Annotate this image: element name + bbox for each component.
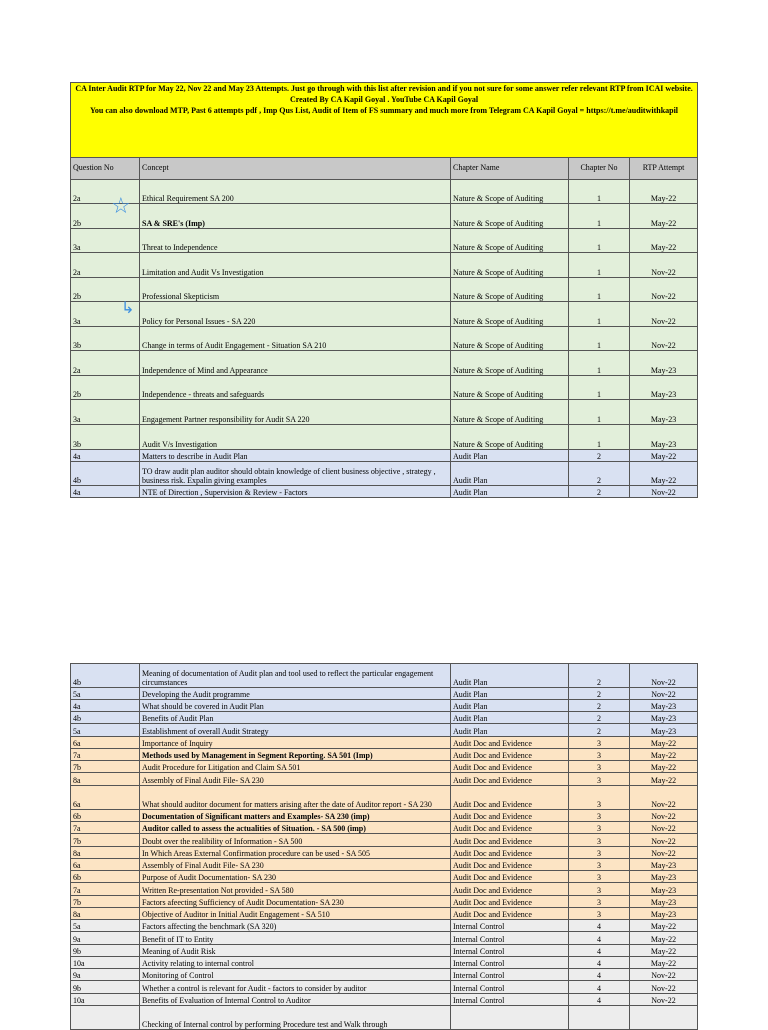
chapter-name-cell: Nature & Scope of Auditing (451, 327, 569, 351)
concept-cell: Objective of Auditor in Initial Audit Engagement - SA 510 (140, 908, 451, 920)
chapter-no-cell: 2 (569, 700, 630, 712)
question-no-cell: 10a (71, 957, 140, 969)
concept-cell: Independence of Mind and Appearance (140, 351, 451, 376)
question-no-cell: 7a (71, 883, 140, 896)
rtp-attempt-cell: May-22 (630, 180, 698, 204)
concept-cell: Change in terms of Audit Engagement - Situation SA 210 (140, 327, 451, 351)
rtp-attempt-cell: Nov-22 (630, 994, 698, 1006)
concept-cell: Assembly of Final Audit File- SA 230 (140, 859, 451, 871)
rtp-attempt-cell: Nov-22 (630, 834, 698, 847)
chapter-no-cell: 3 (569, 834, 630, 847)
rtp-attempt-cell: May-22 (630, 737, 698, 749)
chapter-name-cell: Audit Doc and Evidence (451, 786, 569, 810)
question-no-cell: 3a (71, 400, 140, 425)
question-no-cell: 8a (71, 908, 140, 920)
chapter-name-cell: Audit Doc and Evidence (451, 883, 569, 896)
table-row (71, 351, 698, 376)
concept-cell: Auditor called to assess the actualities of Situation. - SA 500 (imp) (140, 822, 451, 834)
chapter-name-cell: Audit Doc and Evidence (451, 822, 569, 834)
chapter-name-cell: Audit Doc and Evidence (451, 810, 569, 822)
concept-cell: Meaning of documentation of Audit plan and tool used to reflect the particular engagement circumstances (140, 664, 451, 688)
chapter-no-cell: 1 (569, 278, 630, 302)
table-row (71, 786, 698, 810)
question-no-cell: 8a (71, 847, 140, 859)
rtp-attempt-cell: May-23 (630, 896, 698, 908)
banner-row (71, 83, 698, 158)
chapter-no-cell: 3 (569, 810, 630, 822)
table-row (71, 327, 698, 351)
chapter-no-cell: 3 (569, 786, 630, 810)
rtp-attempt-cell: Nov-22 (630, 688, 698, 700)
chapter-no-cell: 2 (569, 688, 630, 700)
banner-line-1: CA Inter Audit RTP for May 22, Nov 22 and May 23 Attempts. Just go through with this list after revision and if you not sure for some answer refer relevant RTP from ICAI website. Created By CA Kapil Goyal . YouTube CA Kapil Goyal (75, 84, 693, 104)
rtp-table-part-2 (70, 663, 698, 1030)
chapter-no-cell: 4 (569, 981, 630, 994)
rtp-attempt-cell: May-22 (630, 462, 698, 486)
concept-cell: Limitation and Audit Vs Investigation (140, 253, 451, 278)
banner-cell (71, 83, 698, 158)
concept-cell: Documentation of Significant matters and Examples- SA 230 (imp) (140, 810, 451, 822)
question-no-cell: 6b (71, 871, 140, 883)
rtp-attempt-cell: Nov-22 (630, 327, 698, 351)
chapter-no-cell: 4 (569, 969, 630, 981)
question-no-cell: 8a (71, 773, 140, 786)
table-row (71, 376, 698, 400)
concept-cell: Factors afeecting Sufficiency of Audit Documentation- SA 230 (140, 896, 451, 908)
question-no-cell: 6b (71, 810, 140, 822)
rtp-attempt-cell: Nov-22 (630, 822, 698, 834)
star-annotation-icon: ☆ (111, 194, 131, 219)
question-no-cell: 5a (71, 688, 140, 700)
header-rtp-attempt: RTP Attempt (630, 158, 698, 180)
chapter-name-cell: Internal Control (451, 957, 569, 969)
header-concept: Concept (140, 158, 451, 180)
chapter-name-cell: Nature & Scope of Auditing (451, 278, 569, 302)
chapter-no-cell: 1 (569, 425, 630, 450)
table-row (71, 400, 698, 425)
rtp-attempt-cell: May-23 (630, 908, 698, 920)
chapter-name-cell: Internal Control (451, 969, 569, 981)
chapter-no-cell: 4 (569, 957, 630, 969)
concept-cell: Engagement Partner responsibility for Audit SA 220 (140, 400, 451, 425)
chapter-no-cell: 1 (569, 302, 630, 327)
chapter-no-cell: 1 (569, 376, 630, 400)
table-row (71, 688, 698, 700)
chapter-name-cell: Nature & Scope of Auditing (451, 376, 569, 400)
concept-cell: Doubt over the realibility of Information - SA 500 (140, 834, 451, 847)
table-row (71, 896, 698, 908)
table-row (71, 204, 698, 229)
chapter-no-cell: 1 (569, 229, 630, 253)
table-row (71, 737, 698, 749)
table-row (71, 810, 698, 822)
rtp-attempt-cell: Nov-22 (630, 847, 698, 859)
rtp-attempt-cell: May-23 (630, 859, 698, 871)
chapter-name-cell: Audit Plan (451, 450, 569, 462)
question-no-cell: 5a (71, 920, 140, 932)
concept-cell: In Which Areas External Confirmation procedure can be used - SA 505 (140, 847, 451, 859)
question-no-cell: 7a (71, 822, 140, 834)
chapter-no-cell: 3 (569, 761, 630, 773)
table-row (71, 773, 698, 786)
chapter-name-cell: Nature & Scope of Auditing (451, 253, 569, 278)
chapter-name-cell: Internal Control (451, 945, 569, 957)
concept-cell: What should auditor document for matters arising after the date of Auditor report - SA 230 (140, 786, 451, 810)
table-row (71, 1006, 698, 1030)
table-row (71, 871, 698, 883)
chapter-name-cell: Audit Doc and Evidence (451, 896, 569, 908)
concept-cell: TO draw audit plan auditor should obtain knowledge of client business objective , strategy , business risk. Expalin giving examples (140, 462, 451, 486)
chapter-no-cell: 2 (569, 450, 630, 462)
chapter-no-cell: 2 (569, 486, 630, 498)
rtp-attempt-cell: May-23 (630, 871, 698, 883)
chapter-no-cell: 3 (569, 859, 630, 871)
concept-cell: Importance of Inquiry (140, 737, 451, 749)
chapter-name-cell: Nature & Scope of Auditing (451, 351, 569, 376)
chapter-name-cell: Nature & Scope of Auditing (451, 180, 569, 204)
question-no-cell: 2a (71, 180, 140, 204)
table-row (71, 859, 698, 871)
rtp-attempt-cell: May-22 (630, 945, 698, 957)
rtp-attempt-cell: May-22 (630, 957, 698, 969)
rtp-attempt-cell: May-23 (630, 425, 698, 450)
chapter-no-cell: 3 (569, 737, 630, 749)
question-no-cell: 9a (71, 932, 140, 945)
table-row (71, 822, 698, 834)
chapter-name-cell: Audit Doc and Evidence (451, 749, 569, 761)
chapter-no-cell (569, 1006, 630, 1030)
chapter-no-cell: 2 (569, 664, 630, 688)
chapter-name-cell: Nature & Scope of Auditing (451, 302, 569, 327)
question-no-cell: 2b (71, 278, 140, 302)
table-row (71, 834, 698, 847)
concept-cell: Monitoring of Control (140, 969, 451, 981)
rtp-attempt-cell: Nov-22 (630, 278, 698, 302)
table-row (71, 486, 698, 498)
chapter-no-cell: 4 (569, 920, 630, 932)
chapter-no-cell: 3 (569, 871, 630, 883)
rtp-attempt-cell: Nov-22 (630, 486, 698, 498)
chapter-name-cell: Nature & Scope of Auditing (451, 204, 569, 229)
rtp-attempt-cell: Nov-22 (630, 786, 698, 810)
chapter-name-cell: Audit Doc and Evidence (451, 737, 569, 749)
chapter-name-cell: Nature & Scope of Auditing (451, 425, 569, 450)
rtp-attempt-cell: May-22 (630, 204, 698, 229)
chapter-name-cell: Audit Doc and Evidence (451, 847, 569, 859)
table-row (71, 712, 698, 724)
question-no-cell: 6a (71, 859, 140, 871)
chapter-no-cell: 1 (569, 351, 630, 376)
rtp-attempt-cell: May-22 (630, 229, 698, 253)
question-no-cell: 10a (71, 994, 140, 1006)
chapter-name-cell (451, 1006, 569, 1030)
concept-cell: Benefit of IT to Entity (140, 932, 451, 945)
chapter-no-cell: 1 (569, 253, 630, 278)
concept-cell: Professional Skepticism (140, 278, 451, 302)
question-no-cell: 3a (71, 229, 140, 253)
rtp-attempt-cell: May-22 (630, 920, 698, 932)
table-row (71, 969, 698, 981)
concept-cell: Benefits of Audit Plan (140, 712, 451, 724)
chapter-no-cell: 1 (569, 204, 630, 229)
concept-cell: Threat to Independence (140, 229, 451, 253)
rtp-table-part-1 (70, 82, 698, 498)
question-no-cell: 3b (71, 425, 140, 450)
chapter-name-cell: Audit Plan (451, 712, 569, 724)
concept-cell: Assembly of Final Audit File- SA 230 (140, 773, 451, 786)
table-row (71, 908, 698, 920)
rtp-attempt-cell: May-22 (630, 450, 698, 462)
table-row (71, 957, 698, 969)
question-no-cell: 9b (71, 945, 140, 957)
question-no-cell: 7b (71, 761, 140, 773)
rtp-attempt-cell: Nov-22 (630, 664, 698, 688)
header-chapter-no: Chapter No (569, 158, 630, 180)
chapter-name-cell: Audit Doc and Evidence (451, 834, 569, 847)
question-no-cell: 2b (71, 204, 140, 229)
chapter-name-cell: Internal Control (451, 994, 569, 1006)
rtp-attempt-cell: May-22 (630, 773, 698, 786)
concept-cell: Activity relating to internal control (140, 957, 451, 969)
table-row (71, 945, 698, 957)
concept-cell: Methods used by Management in Segment Reporting. SA 501 (Imp) (140, 749, 451, 761)
question-no-cell: 4b (71, 664, 140, 688)
question-no-cell: 3a (71, 302, 140, 327)
question-no-cell: 2b (71, 376, 140, 400)
question-no-cell: 6a (71, 737, 140, 749)
rtp-attempt-cell: Nov-22 (630, 253, 698, 278)
table-row (71, 920, 698, 932)
question-no-cell: 2a (71, 351, 140, 376)
question-no-cell: 4a (71, 450, 140, 462)
chapter-name-cell: Nature & Scope of Auditing (451, 400, 569, 425)
chapter-name-cell: Audit Plan (451, 724, 569, 737)
table-row (71, 724, 698, 737)
rtp-attempt-cell: Nov-22 (630, 981, 698, 994)
rtp-attempt-cell: Nov-22 (630, 969, 698, 981)
rtp-attempt-cell: Nov-22 (630, 810, 698, 822)
table-row (71, 253, 698, 278)
chapter-name-cell: Audit Plan (451, 700, 569, 712)
table-row (71, 664, 698, 688)
question-no-cell: 7b (71, 834, 140, 847)
check-annotation-icon: ↳ (121, 298, 135, 317)
chapter-no-cell: 2 (569, 724, 630, 737)
chapter-no-cell: 1 (569, 327, 630, 351)
chapter-name-cell: Nature & Scope of Auditing (451, 229, 569, 253)
table-row (71, 994, 698, 1006)
rtp-attempt-cell: May-23 (630, 724, 698, 737)
rtp-attempt-cell (630, 1006, 698, 1030)
chapter-no-cell: 3 (569, 908, 630, 920)
table-row (71, 883, 698, 896)
rtp-attempt-cell: May-23 (630, 883, 698, 896)
chapter-name-cell: Internal Control (451, 920, 569, 932)
concept-cell: Ethical Requirement SA 200 (140, 180, 451, 204)
concept-cell: Factors affecting the benchmark (SA 320) (140, 920, 451, 932)
rtp-attempt-cell: May-22 (630, 749, 698, 761)
chapter-no-cell: 1 (569, 400, 630, 425)
table-row (71, 302, 698, 327)
table-row (71, 932, 698, 945)
concept-cell: What should be covered in Audit Plan (140, 700, 451, 712)
rtp-attempt-cell: May-23 (630, 700, 698, 712)
chapter-no-cell: 3 (569, 749, 630, 761)
concept-cell: NTE of Direction , Supervision & Review - Factors (140, 486, 451, 498)
concept-cell: Establishment of overall Audit Strategy (140, 724, 451, 737)
question-no-cell: 9b (71, 981, 140, 994)
question-no-cell: 7a (71, 749, 140, 761)
rtp-attempt-cell: May-23 (630, 376, 698, 400)
rtp-attempt-cell: Nov-22 (630, 302, 698, 327)
table-row (71, 761, 698, 773)
concept-cell: Independence - threats and safeguards (140, 376, 451, 400)
question-no-cell: 4b (71, 712, 140, 724)
concept-cell: Policy for Personal Issues - SA 220 (140, 302, 451, 327)
question-no-cell: 4b (71, 462, 140, 486)
question-no-cell: 9a (71, 969, 140, 981)
chapter-name-cell: Audit Doc and Evidence (451, 859, 569, 871)
table-row (71, 450, 698, 462)
chapter-name-cell: Audit Doc and Evidence (451, 908, 569, 920)
table-row (71, 425, 698, 450)
chapter-no-cell: 3 (569, 847, 630, 859)
chapter-no-cell: 2 (569, 462, 630, 486)
header-row (71, 158, 698, 180)
table-row (71, 229, 698, 253)
chapter-no-cell: 3 (569, 773, 630, 786)
rtp-attempt-cell: May-22 (630, 761, 698, 773)
rtp-attempt-cell: May-23 (630, 351, 698, 376)
chapter-no-cell: 3 (569, 896, 630, 908)
table-row (71, 462, 698, 486)
concept-cell: Written Re-presentation Not provided - SA 580 (140, 883, 451, 896)
rtp-attempt-cell: May-23 (630, 712, 698, 724)
rtp-attempt-cell: May-22 (630, 932, 698, 945)
table-row (71, 981, 698, 994)
chapter-name-cell: Audit Doc and Evidence (451, 871, 569, 883)
chapter-name-cell: Audit Doc and Evidence (451, 761, 569, 773)
chapter-name-cell: Audit Plan (451, 664, 569, 688)
chapter-no-cell: 4 (569, 945, 630, 957)
concept-cell: Developing the Audit programme (140, 688, 451, 700)
question-no-cell: 4a (71, 700, 140, 712)
chapter-no-cell: 4 (569, 994, 630, 1006)
question-no-cell (71, 1006, 140, 1030)
chapter-name-cell: Audit Plan (451, 462, 569, 486)
table-row (71, 847, 698, 859)
table-row (71, 278, 698, 302)
concept-cell: Audit Procedure for Litigation and Claim SA 501 (140, 761, 451, 773)
chapter-no-cell: 3 (569, 883, 630, 896)
chapter-name-cell: Audit Doc and Evidence (451, 773, 569, 786)
table-row (71, 700, 698, 712)
table-row (71, 180, 698, 204)
table-row (71, 749, 698, 761)
rtp-attempt-cell: May-23 (630, 400, 698, 425)
question-no-cell: 7b (71, 896, 140, 908)
chapter-no-cell: 2 (569, 712, 630, 724)
chapter-no-cell: 1 (569, 180, 630, 204)
concept-cell: Matters to describe in Audit Plan (140, 450, 451, 462)
chapter-name-cell: Audit Plan (451, 486, 569, 498)
concept-cell: Checking of Internal control by performing Procedure test and Walk through (140, 1006, 451, 1030)
question-no-cell: 5a (71, 724, 140, 737)
concept-cell: Meaning of Audit Risk (140, 945, 451, 957)
banner-line-2: You can also download MTP, Past 6 attempts pdf , Imp Qus List, Audit of Item of FS summary and much more from Telegram CA Kapil Goyal = https://t.me/auditwithkapil (90, 106, 679, 115)
question-no-cell: 2a (71, 253, 140, 278)
header-question-no: Question No (71, 158, 140, 180)
header-chapter-name: Chapter Name (451, 158, 569, 180)
chapter-no-cell: 4 (569, 932, 630, 945)
chapter-no-cell: 3 (569, 822, 630, 834)
question-no-cell: 3b (71, 327, 140, 351)
chapter-name-cell: Internal Control (451, 981, 569, 994)
chapter-name-cell: Internal Control (451, 932, 569, 945)
concept-cell: SA & SRE's (Imp) (140, 204, 451, 229)
concept-cell: Purpose of Audit Documentation- SA 230 (140, 871, 451, 883)
question-no-cell: 4a (71, 486, 140, 498)
question-no-cell: 6a (71, 786, 140, 810)
concept-cell: Whether a control is relevant for Audit - factors to consider by auditor (140, 981, 451, 994)
chapter-name-cell: Audit Plan (451, 688, 569, 700)
concept-cell: Benefits of Evaluation of Internal Control to Auditor (140, 994, 451, 1006)
concept-cell: Audit V/s Investigation (140, 425, 451, 450)
